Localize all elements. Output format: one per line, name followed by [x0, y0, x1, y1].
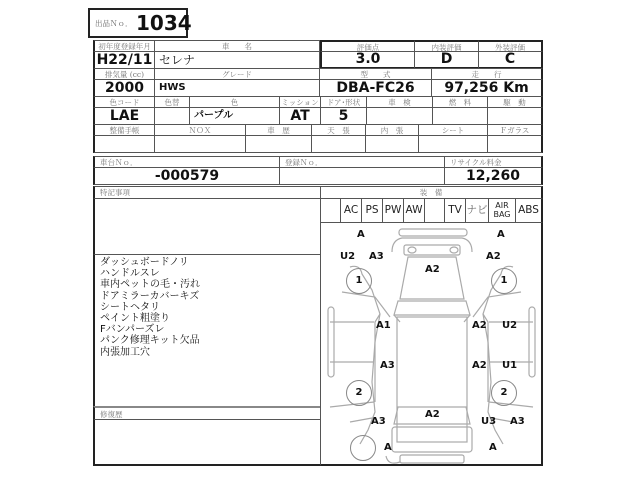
mark-rear-left-door: A3: [380, 360, 395, 371]
rear-right-wheel: 2: [491, 380, 517, 406]
equipment-tv: TV: [444, 198, 466, 223]
seat-label: シート: [418, 124, 488, 136]
score-value: 3.0: [320, 51, 415, 69]
recycle-value: 12,260: [444, 167, 543, 185]
color-change-value: [154, 107, 190, 125]
registration-label: 登録Ｎｏ．: [279, 156, 445, 168]
car-name-label: 車 名: [154, 40, 320, 52]
equipment-aw: AW: [403, 198, 425, 223]
mark-rear-right-corner: A: [489, 442, 497, 453]
doors-label: ドア･形状: [320, 96, 367, 108]
grade-value: HWS: [154, 79, 320, 97]
listing-number-box: [88, 8, 192, 38]
transmission-label: ミッション: [279, 96, 321, 108]
mark-front-left-corner: A: [357, 229, 365, 240]
note-item: ハンドルスレ: [100, 268, 160, 280]
drive-label: 駆 動: [487, 96, 543, 108]
note-item: 車内ペットの毛・汚れ: [100, 279, 200, 291]
mark-rear-left-quarter: A3: [371, 416, 386, 427]
note-item: ダッシュボードノリ: [100, 257, 189, 268]
color-code-label: 色コード: [93, 96, 155, 108]
special-notes-label: 特記事項: [93, 186, 321, 199]
equipment-ac: AC: [340, 198, 362, 223]
seat-value: [418, 135, 488, 153]
mark-front-right-fender: A2: [486, 251, 501, 262]
equipment-blank-2: [424, 198, 445, 223]
repair-history-label: 修復歴: [93, 406, 321, 420]
note-item: シートヘタリ: [100, 301, 160, 313]
grade-label: グレード: [154, 68, 320, 80]
reg-date-value: H22/11: [93, 51, 155, 69]
interior-grade-value: D: [414, 51, 479, 69]
chassis-value: -000579: [93, 167, 280, 185]
equipment-navi: ナビ: [465, 198, 489, 223]
note-item: ドアミラーカバーキズ: [100, 290, 200, 302]
reg-date-label: 初年度登録年月: [93, 40, 155, 52]
special-notes-blank: [93, 198, 321, 255]
special-notes-list: [100, 257, 200, 358]
exterior-grade-value: C: [478, 51, 543, 69]
interior-trim-label: 内 張: [365, 124, 419, 136]
chassis-label: 車台Ｎｏ．: [93, 156, 280, 168]
color-label: 色: [189, 96, 280, 108]
mark-right-sill-front: U2: [502, 320, 518, 331]
listing-number-label: 出品Ｎｏ．: [95, 19, 133, 28]
mark-rear-right-quarter-u: U3: [481, 416, 497, 427]
history-label: 車 歴: [245, 124, 312, 136]
repair-history-value: [93, 419, 321, 466]
equipment-abs: ABS: [515, 198, 543, 223]
car-name-value: セレナ: [154, 51, 320, 69]
mark-trunk: A2: [425, 409, 440, 420]
interior-grade-label: 内装評価: [414, 40, 479, 52]
mark-hood: A2: [425, 264, 440, 275]
transmission-value: AT: [279, 107, 321, 125]
front-left-wheel: 1: [346, 268, 372, 294]
registration-value: [279, 167, 445, 185]
windshield-label: Ｆガラス: [487, 124, 543, 136]
rear-left-wheel: 2: [346, 380, 372, 406]
note-item: ペイント粗塗り: [100, 313, 170, 325]
exterior-grade-label: 外装評価: [478, 40, 543, 52]
mark-front-right-door: A2: [472, 320, 487, 331]
interior-trim-value: [365, 135, 419, 153]
mark-front-left-door: A1: [376, 320, 391, 331]
equipment-airbag: AIR BAG: [488, 198, 516, 223]
history-value: [245, 135, 312, 153]
doors-value: 5: [320, 107, 367, 125]
mark-right-sill-rear: U1: [502, 360, 518, 371]
front-right-wheel: 1: [491, 268, 517, 294]
note-item: 内張加工穴: [100, 346, 150, 358]
displacement-value: 2000: [93, 79, 155, 97]
sheet-frame: [93, 38, 543, 39]
equipment-ps: PS: [361, 198, 383, 223]
mark-front-left-fender-a: A3: [369, 251, 384, 262]
note-item: Fバンパーズレ: [100, 324, 165, 336]
model-value: DBA-FC26: [319, 79, 432, 97]
mark-rear-left-corner: A: [384, 442, 392, 453]
mileage-value: 97,256 Km: [431, 79, 543, 97]
note-item: パンク修理キット欠品: [100, 335, 200, 347]
inspection-value: [366, 107, 433, 125]
equipment-blank-1: [320, 198, 341, 223]
maintenance-value: [93, 135, 155, 153]
displacement-label: 排気量 (cc): [93, 68, 155, 80]
score-label: 評価点: [320, 40, 415, 52]
mark-front-left-fender-u: U2: [340, 251, 356, 262]
maintenance-label: 整備手帳: [93, 124, 155, 136]
fuel-label: 燃 料: [432, 96, 488, 108]
recycle-label: リサイクル料金: [444, 156, 543, 168]
drive-value: [487, 107, 543, 125]
mileage-label: 走 行: [431, 68, 543, 80]
roof-value: [311, 135, 366, 153]
equipment-pw: PW: [382, 198, 404, 223]
windshield-value: [487, 135, 543, 153]
fuel-value: [432, 107, 488, 125]
mark-rear-right-quarter-a: A3: [510, 416, 525, 427]
mark-front-right-corner: A: [497, 229, 505, 240]
nox-label: ＮＯＸ: [154, 124, 246, 136]
equipment-label: 装 備: [320, 186, 543, 199]
listing-number: 1034: [136, 11, 192, 35]
roof-label: 天 張: [311, 124, 366, 136]
color-value: パープル: [189, 107, 280, 125]
color-code-value: LAE: [93, 107, 155, 125]
mark-rear-right-door: A2: [472, 360, 487, 371]
color-change-label: 色替: [154, 96, 190, 108]
inspection-label: 車 検: [366, 96, 433, 108]
spare-tire: [350, 435, 376, 461]
nox-value: [154, 135, 246, 153]
model-label: 型 式: [319, 68, 432, 80]
